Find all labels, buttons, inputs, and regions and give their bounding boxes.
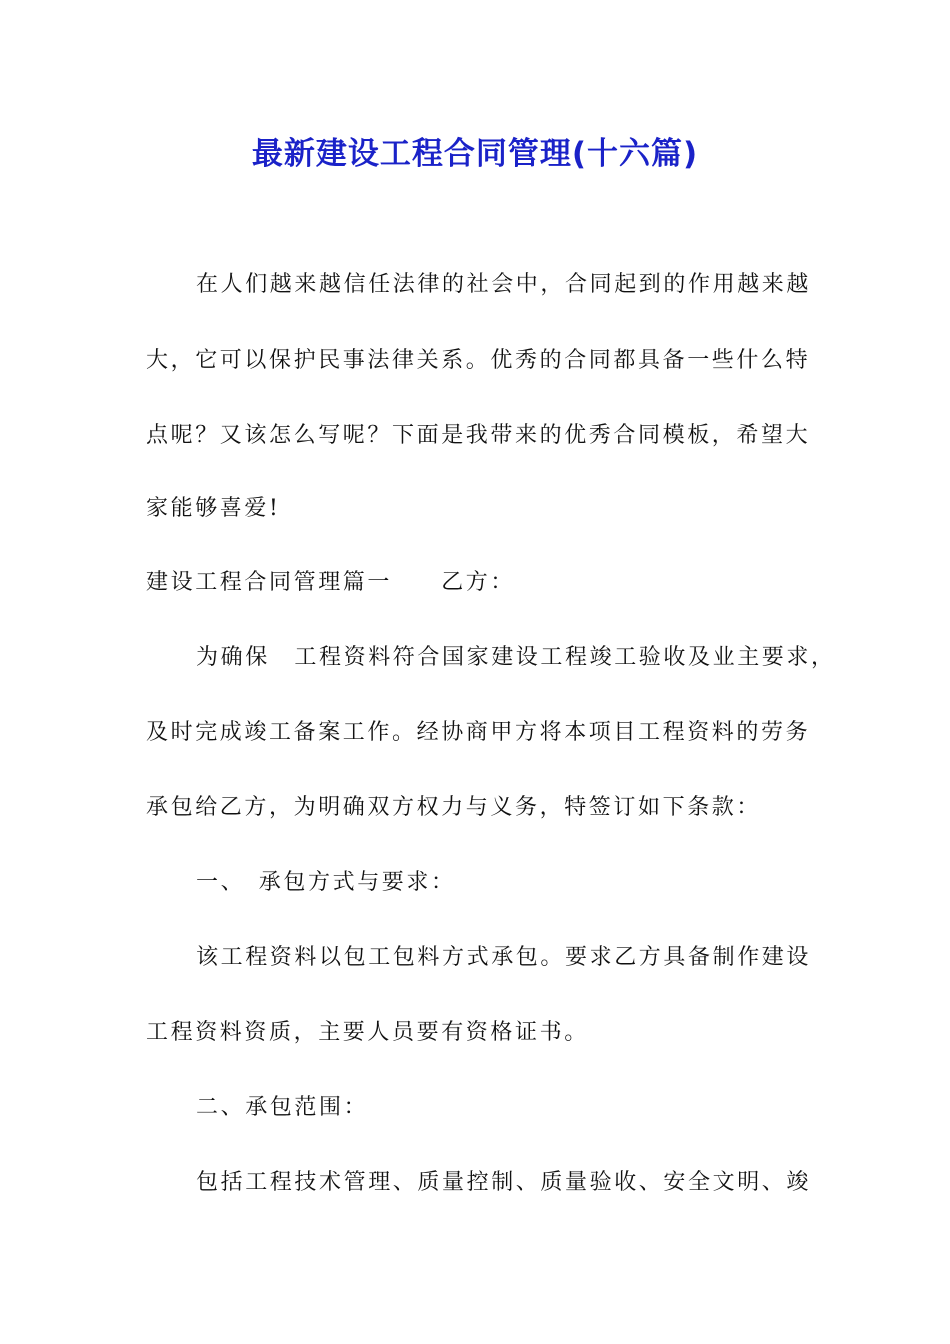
paragraph-line: 该工程资料以包工包料方式承包。要求乙方具备制作建设 xyxy=(196,945,812,970)
document-title: 最新建设工程合同管理(十六篇) xyxy=(251,136,699,172)
paragraph-line: 及时完成竣工备案工作。经协商甲方将本项目工程资料的劳务 xyxy=(146,720,811,745)
paragraph-line: 为确保 工程资料符合国家建设工程竣工验收及业主要求， xyxy=(196,645,836,670)
paragraph-line: 点呢？又该怎么写呢？下面是我带来的优秀合同模板，希望大 xyxy=(146,423,811,448)
paragraph-line: 包括工程技术管理、质量控制、质量验收、安全文明、竣 xyxy=(196,1170,812,1195)
paragraph-line: 在人们越来越信任法律的社会中，合同起到的作用越来越 xyxy=(196,272,812,297)
clause-heading: 一、 承包方式与要求： xyxy=(196,870,456,895)
paragraph-line: 大，它可以保护民事法律关系。优秀的合同都具备一些什么特 xyxy=(146,348,811,373)
paragraph-line: 家能够喜爱! xyxy=(146,496,281,521)
section-heading: 建设工程合同管理篇一 乙方： xyxy=(146,570,516,595)
paragraph-line: 承包给乙方，为明确双方权力与义务，特签订如下条款： xyxy=(146,795,762,820)
clause-heading: 二、承包范围： xyxy=(196,1095,369,1120)
paragraph-line: 工程资料资质，主要人员要有资格证书。 xyxy=(146,1020,589,1045)
